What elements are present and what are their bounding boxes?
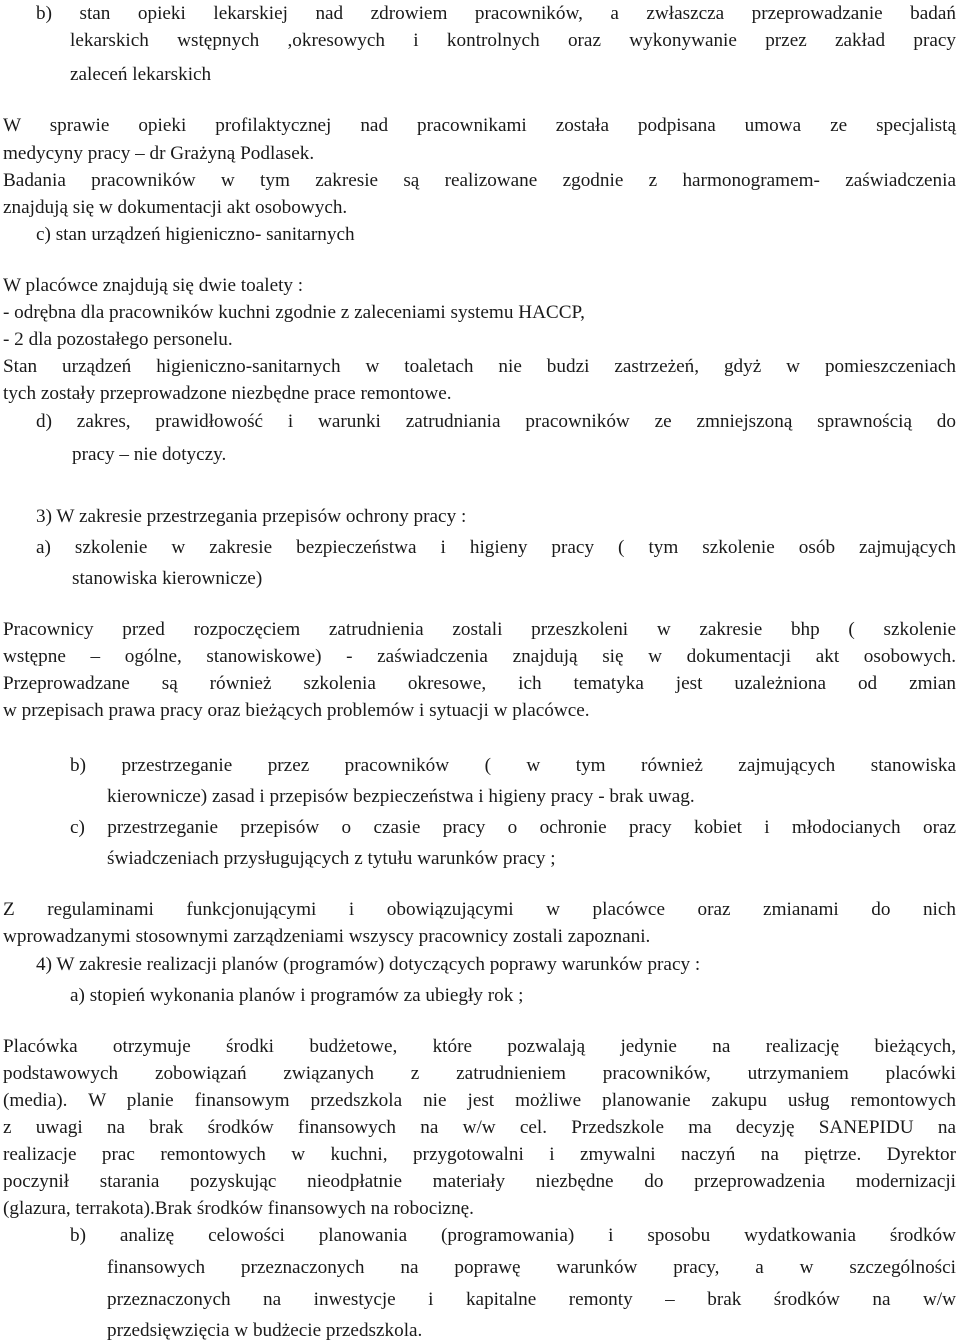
text-line: kierownicze) zasad i przepisów bezpieczeństwa i higieny pracy - brak uwag. [107, 786, 695, 807]
text-line: przeznaczonych na inwestycje i kapitalne remonty – brak środków na w/w [107, 1289, 956, 1310]
text-line: tych zostały przeprowadzone niezbędne prace remontowe. [3, 383, 452, 404]
section-heading: c) stan urządzeń higieniczno- sanitarnych [36, 224, 355, 245]
text-line: a) stopień wykonania planów i programów za ubiegły rok ; [70, 985, 524, 1006]
text-line: - odrębna dla pracowników kuchni zgodnie z zaleceniami systemu HACCP, [3, 302, 585, 323]
text-line: świadczeniach przysługujących z tytułu warunków pracy ; [107, 848, 556, 869]
text-line: Stan urządzeń higieniczno-sanitarnych w toaletach nie budzi zastrzeżeń, gdyż w pomieszczeniach [3, 356, 956, 377]
text-line: stanowiska kierownicze) [72, 568, 263, 589]
text-line: Badania pracowników w tym zakresie są realizowane zgodnie z harmonogramem- zaświadczenia [3, 170, 956, 191]
text-line: lekarskich wstępnych ,okresowych i kontrolnych oraz wykonywanie przez zakład pracy [70, 30, 956, 51]
text-line: przedsięwzięcia w budżecie przedszkola. [107, 1320, 423, 1341]
text-line: - 2 dla pozostałego personelu. [3, 329, 233, 350]
text-line: znajdują się w dokumentacji akt osobowych. [3, 197, 348, 218]
text-line: zaleceń lekarskich [70, 64, 212, 85]
text-line: a) szkolenie w zakresie bezpieczeństwa i higieny pracy ( tym szkolenie osób zajmujących [36, 537, 956, 558]
text-line: b) stan opieki lekarskiej nad zdrowiem pracowników, a zwłaszcza przeprowadzanie badań [36, 3, 956, 24]
text-line: z uwagi na brak środków finansowych na w/w cel. Przedszkole ma decyzję SANEPIDU na [3, 1117, 956, 1138]
text-line: W sprawie opieki profilaktycznej nad pracownikami została podpisana umowa ze specjalistą [3, 115, 956, 136]
text-line: b) przestrzeganie przez pracowników ( w tym również zajmujących stanowiska [70, 755, 956, 776]
text-line: finansowych przeznaczonych na poprawę warunków pracy, a w szczególności [107, 1257, 956, 1278]
text-line: (glazura, terrakota).Brak środków finansowych na robociznę. [3, 1198, 474, 1219]
text-line: poczynił starania pozyskując nieodpłatnie materiały niezbędne do przeprowadzenia modernizacji [3, 1171, 956, 1192]
section-heading: 4) W zakresie realizacji planów (programów) dotyczących poprawy warunków pracy : [36, 954, 701, 975]
text-line: w przepisach prawa pracy oraz bieżących problemów i sytuacji w placówce. [3, 700, 590, 721]
text-line: Przeprowadzane są również szkolenia okresowe, ich tematyka jest uzależniona od zmian [3, 673, 956, 694]
section-heading: d) zakres, prawidłowość i warunki zatrudniania pracowników ze zmniejszoną sprawnością do [36, 411, 956, 432]
text-line: medycyny pracy – dr Grażyną Podlasek. [3, 143, 315, 164]
text-line: Placówka otrzymuje środki budżetowe, które pozwalają jedynie na realizację bieżących, [3, 1036, 956, 1057]
text-line: Pracownicy przed rozpoczęciem zatrudnienia zostali przeszkoleni w zakresie bhp ( szkolenie [3, 619, 956, 640]
text-line: Z regulaminami funkcjonującymi i obowiązującymi w placówce oraz zmianami do nich [3, 899, 956, 920]
text-line: b) analizę celowości planowania (programowania) i sposobu wydatkowania środków [70, 1225, 956, 1246]
text-line: realizacje prac remontowych w kuchni, przygotowalni i zmywalni naczyń na piętrze. Dyrektor [3, 1144, 956, 1165]
text-line: wprowadzanymi stosownymi zarządzeniami wszyscy pracownicy zostali zapoznani. [3, 926, 651, 947]
text-line: c) przestrzeganie przepisów o czasie pracy o ochronie pracy kobiet i młodocianych oraz [70, 817, 956, 838]
text-line: W placówce znajdują się dwie toalety : [3, 275, 304, 296]
text-line: wstępne – ogólne, stanowiskowe) - zaświadczenia znajdują się w dokumentacji akt osobowych. [3, 646, 956, 667]
text-line: (media). W planie finansowym przedszkola nie jest możliwe planowanie zakupu usług remontowych [3, 1090, 956, 1111]
text-line: pracy – nie dotyczy. [72, 444, 227, 465]
text-line: podstawowych zobowiązań związanych z zatrudnieniem pracowników, utrzymaniem placówki [3, 1063, 956, 1084]
section-heading: 3) W zakresie przestrzegania przepisów ochrony pracy : [36, 506, 467, 527]
